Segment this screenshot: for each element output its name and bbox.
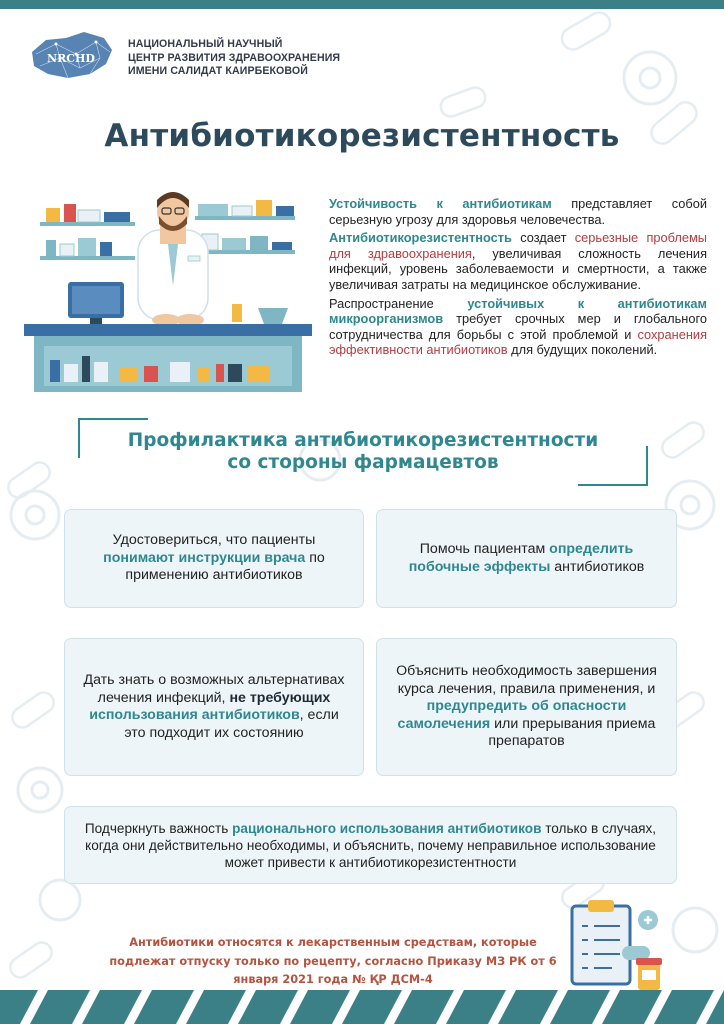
tip-card-3-text-b: , если это подходит их состоянию [124, 707, 339, 741]
pharmacist-illustration [20, 186, 320, 398]
intro-paragraph-3 [329, 296, 707, 358]
prescription-note-line-3: января 2021 года № ҚР ДСМ-4 [233, 973, 433, 986]
intro-p3-red: сохранения эффективности антибиотиков [329, 326, 707, 358]
tip-card-rational-use [64, 806, 677, 884]
tip-card-2-highlight: определить побочные эффекты [408, 541, 634, 575]
intro-paragraph-1 [329, 196, 707, 227]
tip-card-alternatives [64, 638, 364, 776]
logo-text: NRCHD [47, 52, 95, 65]
top-bar [0, 0, 724, 9]
org-line-1: НАЦИОНАЛЬНЫЙ НАУЧНЫЙ [128, 38, 283, 50]
prescription-note [108, 934, 558, 990]
bottom-stripe-border [0, 990, 724, 1024]
tip-card-3-text-a: Дать знать о возможных альтернативах лечения инфекций, [83, 672, 345, 706]
tip-card-4-text-a: Объяснить необходимость завершения курса лечения, правила применения, и [396, 663, 657, 697]
tip-card-4-highlight: предупредить об опасности самолечения [397, 698, 627, 732]
clipboard-icon [558, 896, 670, 996]
tip-card-2-text [389, 541, 664, 576]
page-title: Антибиотикорезистентность [104, 118, 620, 154]
intro-p3-text-c: для будущих поколений. [507, 342, 658, 358]
nrchd-logo [26, 24, 116, 88]
tip-card-1-text [77, 532, 351, 585]
intro-p3-highlight: устойчивых к антибиотикам микроорганизмов [329, 295, 708, 327]
tip-card-4-text-b: или прерывания приема препаратов [488, 715, 656, 750]
section-heading-line-2: со стороны фармацевтов [227, 452, 499, 473]
tip-card-3-text [77, 672, 351, 742]
intro-p1-text: представляет собой серьезную угрозу для здоровья человечества. [329, 196, 707, 227]
prescription-note-line-1: Антибиотики относятся к лекарственным средствам, которые [129, 936, 537, 949]
tip-card-2-text-b: антибиотиков [550, 558, 645, 575]
tip-card-5-highlight: рационального использования антибиотиков [232, 820, 542, 836]
tip-card-instructions [64, 509, 364, 608]
section-heading [78, 418, 648, 486]
intro-p3-text-b: требует срочных мер и глобального сотрудничества для борьбы с этой проблемой и [329, 311, 707, 342]
org-line-2: ЦЕНТР РАЗВИТИЯ ЗДРАВООХРАНЕНИЯ [128, 51, 341, 64]
tip-card-side-effects [376, 509, 677, 608]
section-heading-line-1: Профилактика антибиотикорезистентности [127, 430, 599, 451]
tip-card-5-text [77, 820, 664, 871]
tip-card-3-highlight: использования антибиотиков [89, 707, 300, 723]
tip-card-1-text-b: по применению антибиотиков [125, 549, 325, 584]
tip-card-1-text-a: Удостовериться, что пациенты [112, 532, 316, 549]
intro-p2-highlight: Антибиотикорезистентность [329, 230, 512, 246]
intro-paragraph-2 [329, 230, 707, 292]
organization-name [128, 38, 388, 79]
intro-p2-red: серьезные проблемы для здравоохранения [329, 230, 707, 261]
org-line-3: ИМЕНИ САЛИДАТ КАИРБЕКОВОЙ [128, 65, 308, 77]
intro-p3-text-a: Распространение [329, 295, 468, 311]
tip-card-4-text [389, 663, 664, 751]
intro-p2-text-b: , увеличивая сложность лечения инфекций, уровень заболеваемости и смертности, а также увеличивая затраты на медицинское обслуживание. [329, 245, 707, 292]
tip-card-5-text-b: только в случаях, когда они действительно необходимы, и объяснить, почему неправильное использование может привести к антибиотикорезистентности [85, 820, 657, 870]
section-heading-text [78, 430, 648, 474]
tip-card-self-medication [376, 638, 677, 776]
intro-p1-highlight: Устойчивость к антибиотикам [329, 196, 552, 211]
prescription-note-line-2: подлежат отпуску только по рецепту, согласно Приказу МЗ РК от 6 [109, 954, 557, 968]
tip-card-5-text-a: Подчеркнуть важность [84, 820, 233, 836]
tip-card-2-text-a: Помочь пациентам [419, 541, 550, 557]
intro-text [329, 196, 707, 361]
tip-card-1-highlight: понимают инструкции врача [103, 549, 306, 566]
intro-p2-text-a: создает [511, 230, 575, 246]
tip-card-3-bold: не требующих [229, 689, 331, 706]
